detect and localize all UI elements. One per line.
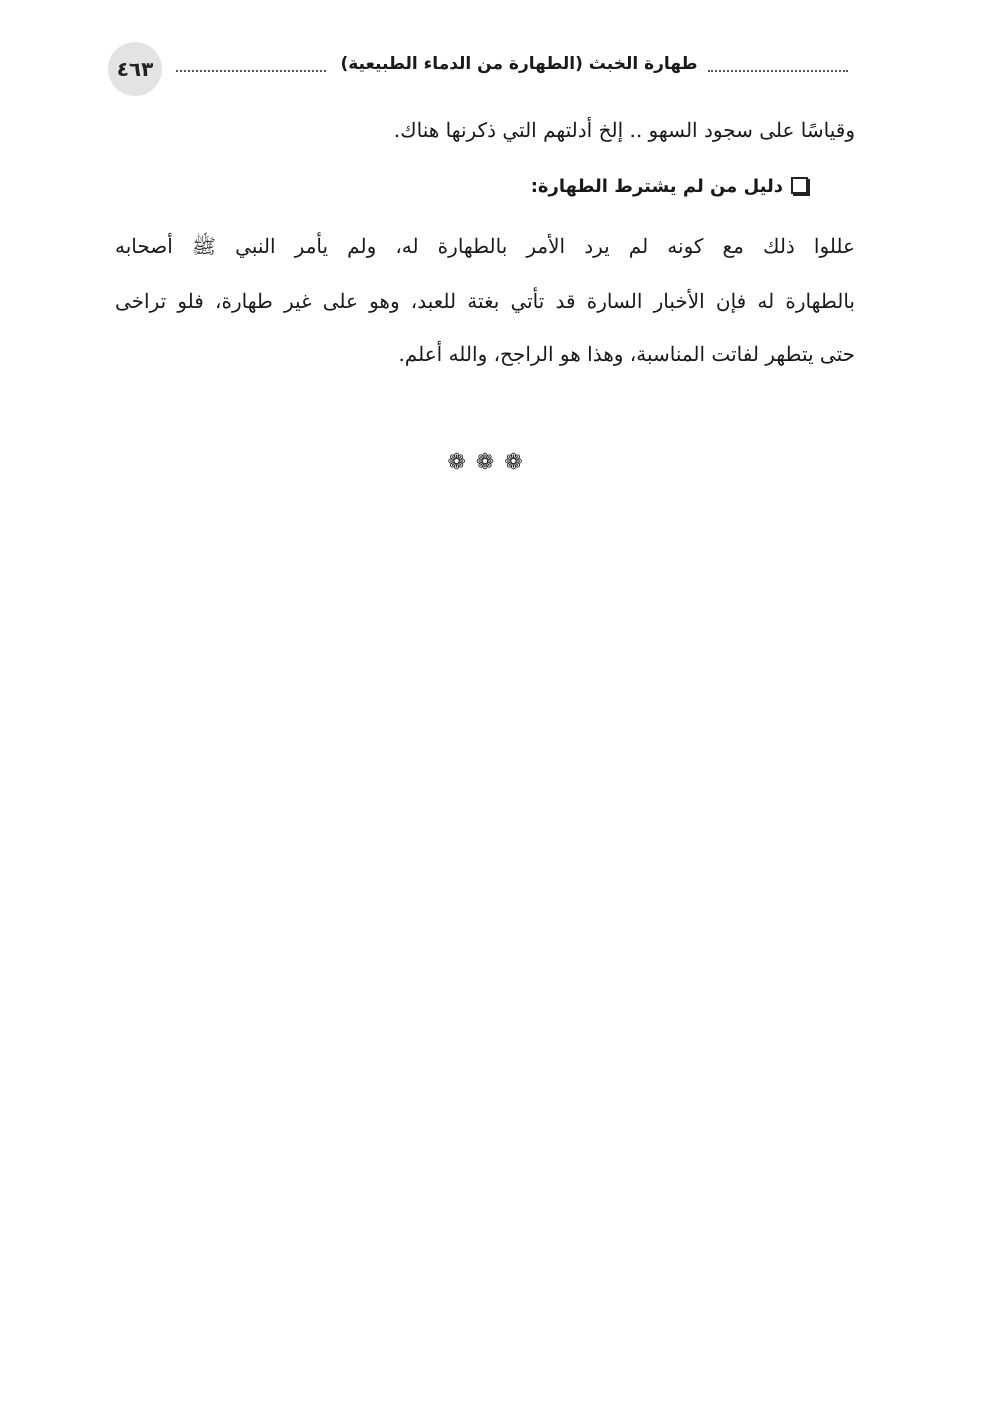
paragraph-line-4: حتى يتطهر لفاتت المناسبة، وهذا هو الراجح، والله أعلم. bbox=[398, 342, 855, 366]
section-separator-ornament: ❁❁❁ bbox=[447, 450, 533, 475]
page-number: ٤٦٣ bbox=[108, 42, 162, 96]
header-dotted-leader-left bbox=[176, 70, 326, 72]
page-header bbox=[108, 42, 848, 96]
section-heading bbox=[115, 176, 808, 197]
paragraph-line-1: وقياسًا على سجود السهو .. إلخ أدلتهم التي ذكرنها هناك. bbox=[393, 118, 855, 142]
section-heading-text: دليل من لم يشترط الطهارة: bbox=[530, 176, 783, 197]
paragraph-line-2: عللوا ذلك مع كونه لم يرد الأمر بالطهارة له، ولم يأمر النبي ﷺ أصحابه bbox=[115, 234, 855, 258]
checkbox-bullet-icon bbox=[791, 177, 808, 194]
header-dotted-leader-right bbox=[708, 70, 848, 72]
running-title: طهارة الخبث (الطهارة من الدماء الطبيعية) bbox=[340, 54, 698, 74]
paragraph-line-3: بالطهارة له فإن الأخبار السارة قد تأتي بغتة للعبد، وهو على غير طهارة، فلو تراخى bbox=[115, 289, 855, 313]
